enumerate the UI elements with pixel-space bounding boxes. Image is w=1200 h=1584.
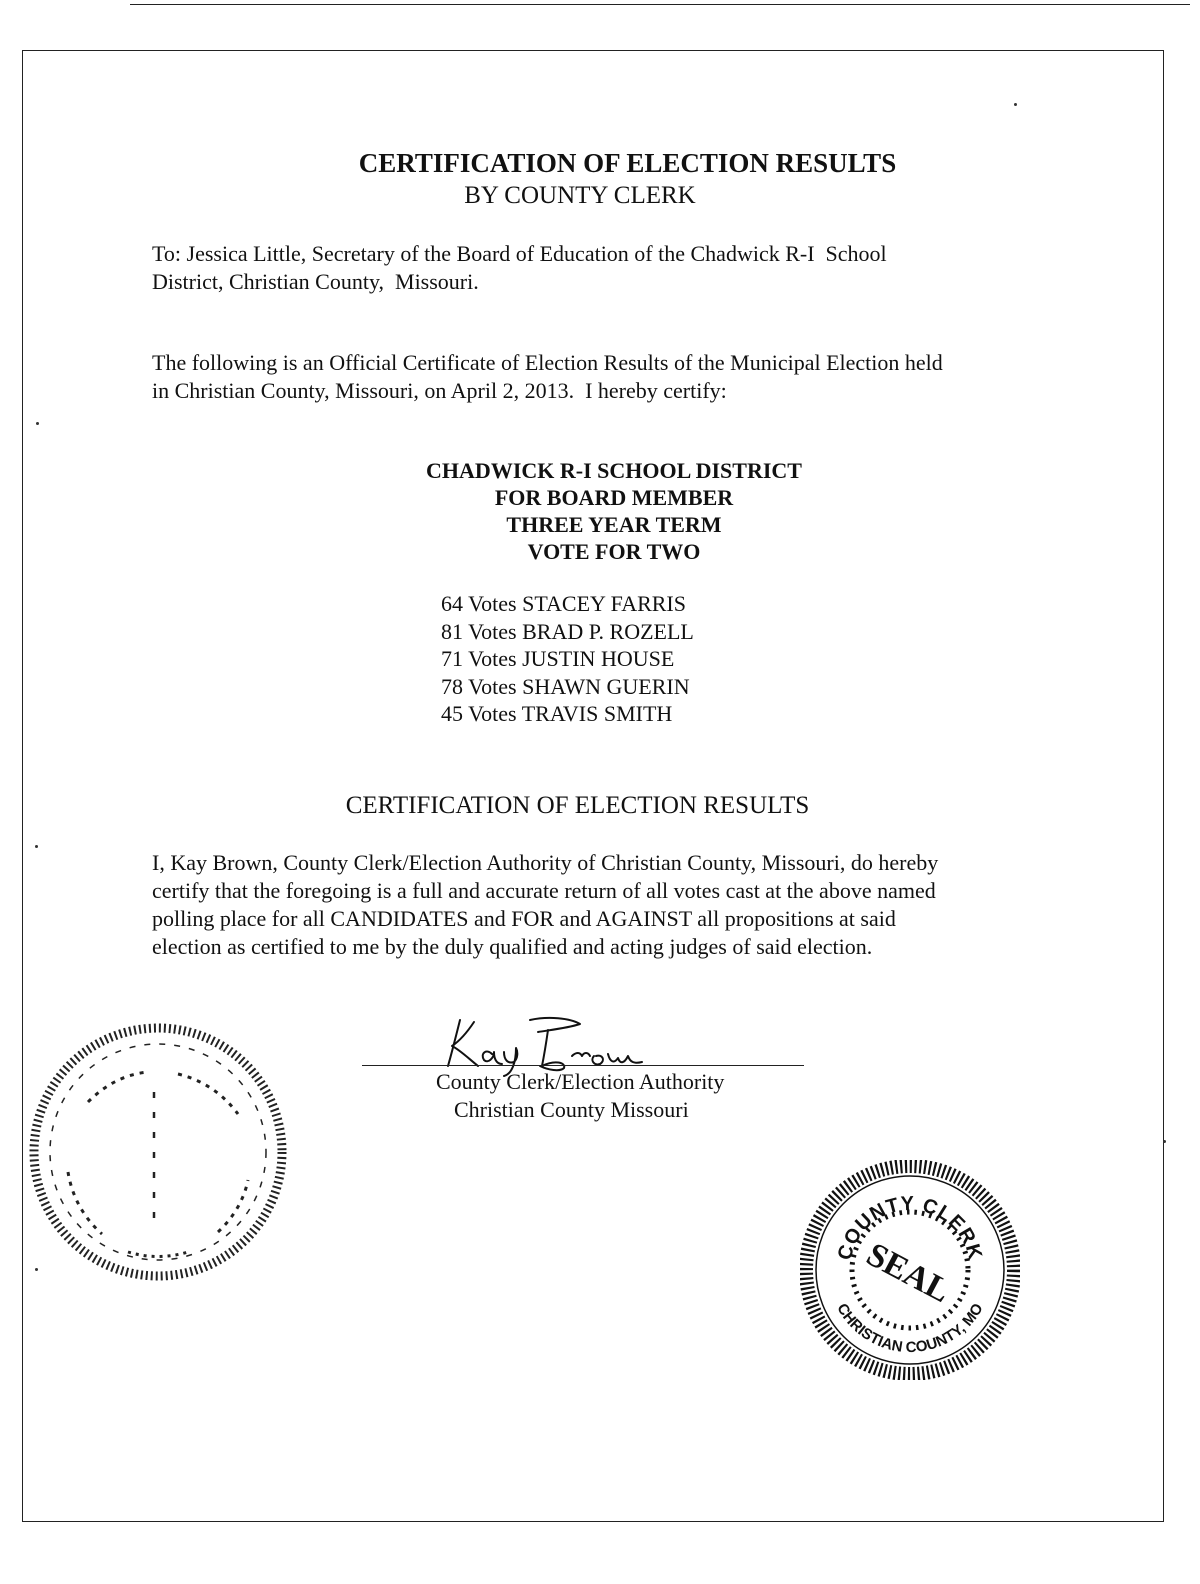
intro-line: in Christian County, Missouri, on April 2, 2013. I hereby certify: (152, 378, 727, 403)
document-subtitle: BY COUNTY CLERK (464, 182, 696, 209)
vote-unit: Votes (468, 618, 517, 644)
statement-line: election as certified to me by the duly qualified and acting judges of said election. (152, 934, 873, 959)
vote-unit: Votes (468, 591, 517, 616)
intro-paragraph (152, 349, 1032, 405)
candidate-name: STACEY FARRIS (522, 591, 686, 616)
scan-speck (1014, 103, 1017, 106)
race-instruction: VOTE FOR TWO (527, 539, 701, 564)
embossed-seal (28, 1022, 288, 1282)
statement-line: certify that the foregoing is a full and accurate return of all votes cast at the above named (152, 878, 936, 903)
signer-block (436, 1068, 724, 1124)
race-term: THREE YEAR TERM (506, 512, 722, 537)
county-clerk-seal (800, 1160, 1020, 1380)
result-row (441, 618, 694, 646)
race-office: FOR BOARD MEMBER (494, 485, 734, 510)
signer-location: Christian County Missouri (454, 1097, 689, 1122)
candidate-name: JUSTIN HOUSE (522, 646, 675, 671)
signer-title: County Clerk/Election Authority (436, 1069, 725, 1094)
results-list (441, 590, 694, 728)
result-row (441, 700, 694, 728)
result-row (441, 645, 694, 673)
vote-unit: Votes (468, 701, 517, 726)
race-heading (0, 457, 1200, 565)
signature-line (362, 1065, 804, 1066)
candidate-name: BRAD P. ROZELL (522, 618, 694, 644)
statement-line: I, Kay Brown, County Clerk/Election Authority of Christian County, Missouri, do hereby (152, 850, 939, 875)
vote-count: 45 (441, 701, 463, 726)
statement-line: polling place for all CANDIDATES and FOR and AGAINST all propositions at said (152, 906, 896, 931)
addressee-line: District, Christian County, Missouri. (152, 269, 479, 294)
race-district: CHADWICK R-I SCHOOL DISTRICT (426, 458, 802, 483)
scan-speck (35, 845, 38, 848)
scan-speck (36, 422, 39, 425)
vote-count: 71 (441, 646, 463, 671)
vote-count: 64 (441, 591, 463, 616)
addressee (152, 240, 1012, 296)
candidate-name: TRAVIS SMITH (521, 701, 673, 726)
intro-line: The following is an Official Certificate of Election Results of the Municipal Election held (152, 350, 943, 375)
seal-bottom-text: CHRISTIAN COUNTY, MO (833, 1300, 987, 1357)
top-rule (130, 4, 1190, 5)
document-title: CERTIFICATION OF ELECTION RESULTS (358, 148, 897, 178)
result-row (441, 673, 694, 701)
certification-heading: CERTIFICATION OF ELECTION RESULTS (345, 792, 810, 819)
seal-top-text: COUNTY CLERK (833, 1192, 987, 1263)
certification-statement (152, 849, 1032, 961)
result-row (441, 590, 694, 618)
vote-unit: Votes (468, 673, 517, 699)
addressee-line: To: Jessica Little, Secretary of the Board of Education of the Chadwick R-I School (152, 241, 887, 266)
seal-center-text: SEAL (860, 1235, 957, 1311)
vote-unit: Votes (468, 646, 517, 671)
vote-count: 78 (441, 673, 463, 699)
scan-speck (1163, 1140, 1166, 1143)
candidate-name: SHAWN GUERIN (522, 673, 690, 699)
vote-count: 81 (441, 618, 463, 644)
